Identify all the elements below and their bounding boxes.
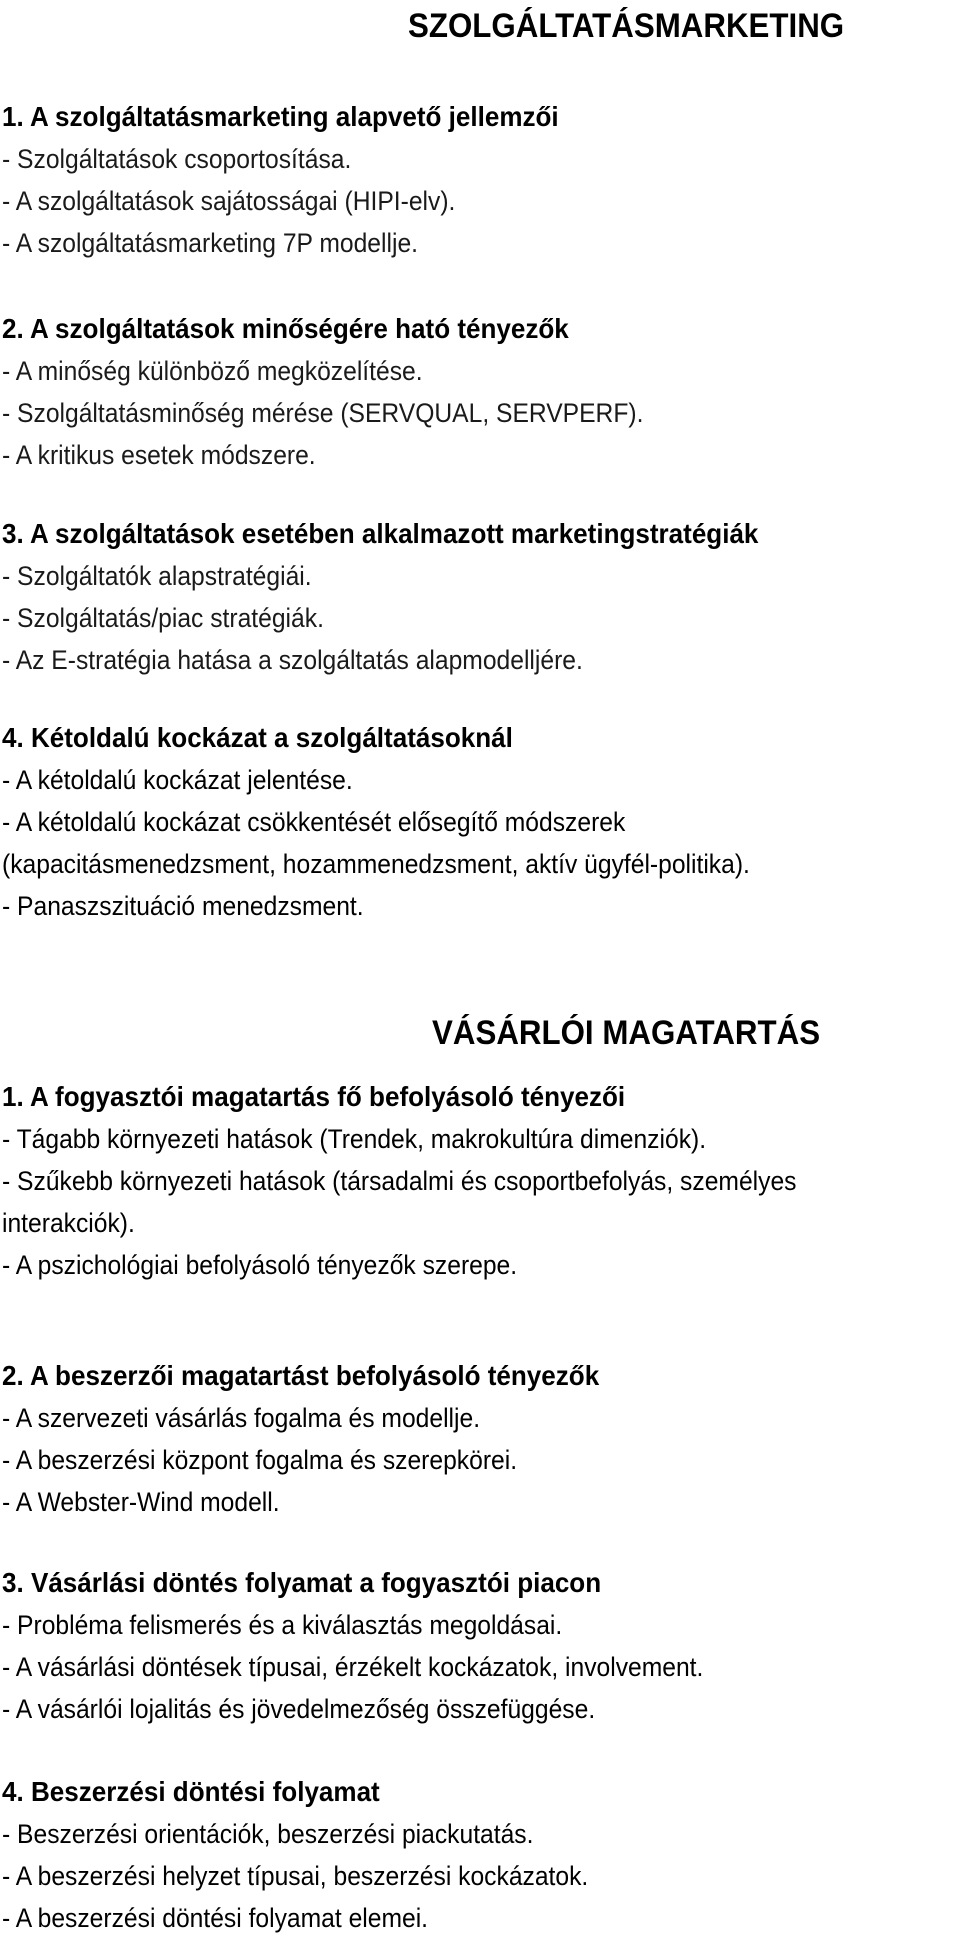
- list-item: - Probléma felismerés és a kiválasztás megoldásai.: [2, 1610, 563, 1640]
- section-heading: 2. A beszerzői magatartást befolyásoló tényezők: [2, 1360, 600, 1391]
- list-item: - Szűkebb környezeti hatások (társadalmi és csoportbefolyás, személyes: [2, 1166, 797, 1196]
- list-item: - A kétoldalú kockázat csökkentését elősegítő módszerek: [2, 807, 626, 837]
- list-item: - A kritikus esetek módszere.: [2, 440, 316, 470]
- list-item: - Az E-stratégia hatása a szolgáltatás alapmodelljére.: [2, 645, 583, 675]
- list-item: (kapacitásmenedzsment, hozammenedzsment, aktív ügyfél-politika).: [2, 849, 750, 879]
- list-item: - Beszerzési orientációk, beszerzési piackutatás.: [2, 1819, 534, 1849]
- section-heading: 1. A szolgáltatásmarketing alapvető jellemzői: [2, 101, 559, 132]
- list-item: - A beszerzési helyzet típusai, beszerzési kockázatok.: [2, 1861, 589, 1891]
- list-item: - A kétoldalú kockázat jelentése.: [2, 765, 353, 795]
- document-title-vasarloi-magatartas: VÁSÁRLÓI MAGATARTÁS: [432, 1014, 821, 1052]
- section-heading: 2. A szolgáltatások minőségére ható tényezők: [2, 313, 569, 344]
- section-2-minoseg-tenyezok: [2, 308, 952, 476]
- section-2-beszerzoi-magatartas: [2, 1355, 952, 1523]
- section-heading: 3. Vásárlási döntés folyamat a fogyasztói piacon: [2, 1567, 602, 1598]
- section-1-alapveto-jellemzok: [2, 96, 952, 264]
- list-item: - A beszerzési döntési folyamat elemei.: [2, 1903, 429, 1933]
- list-item: - A vásárlói lojalitás és jövedelmezőség összefüggése.: [2, 1694, 596, 1724]
- list-item: - A vásárlási döntések típusai, érzékelt kockázatok, involvement.: [2, 1652, 704, 1682]
- list-item: - A pszichológiai befolyásoló tényezők szerepe.: [2, 1250, 518, 1280]
- list-item: - A szolgáltatásmarketing 7P modellje.: [2, 228, 419, 258]
- list-item: - Tágabb környezeti hatások (Trendek, makrokultúra dimenziók).: [2, 1124, 707, 1154]
- section-1-fogyasztoi-magatartas: [2, 1076, 952, 1286]
- list-item: - Szolgáltatás/piac stratégiák.: [2, 603, 324, 633]
- list-item: - A minőség különböző megközelítése.: [2, 356, 423, 386]
- section-4-ketoldalu-kockazat: [2, 717, 952, 927]
- section-heading: 3. A szolgáltatások esetében alkalmazott marketingstratégiák: [2, 518, 759, 549]
- section-4-beszerzesi-dontes: [2, 1771, 952, 1939]
- list-item: - A szolgáltatások sajátosságai (HIPI-elv).: [2, 186, 456, 216]
- list-item: - Szolgáltatásminőség mérése (SERVQUAL, SERVPERF).: [2, 398, 644, 428]
- list-item: - Panaszszituáció menedzsment.: [2, 891, 364, 921]
- list-item: - A beszerzési központ fogalma és szerepkörei.: [2, 1445, 518, 1475]
- list-item: - Szolgáltatók alapstratégiái.: [2, 561, 312, 591]
- section-3-marketingstrategiak: [2, 513, 952, 681]
- section-heading: 4. Kétoldalú kockázat a szolgáltatásoknál: [2, 722, 513, 753]
- list-item: interakciók).: [2, 1208, 135, 1238]
- section-heading: 4. Beszerzési döntési folyamat: [2, 1776, 380, 1807]
- list-item: - A szervezeti vásárlás fogalma és modellje.: [2, 1403, 481, 1433]
- document-title-szolgaltatasmarketing: SZOLGÁLTATÁSMARKETING: [408, 7, 845, 45]
- section-3-vasarlasi-dontes: [2, 1562, 952, 1730]
- section-heading: 1. A fogyasztói magatartás fő befolyásoló tényezői: [2, 1081, 626, 1112]
- list-item: - A Webster-Wind modell.: [2, 1487, 280, 1517]
- list-item: - Szolgáltatások csoportosítása.: [2, 144, 352, 174]
